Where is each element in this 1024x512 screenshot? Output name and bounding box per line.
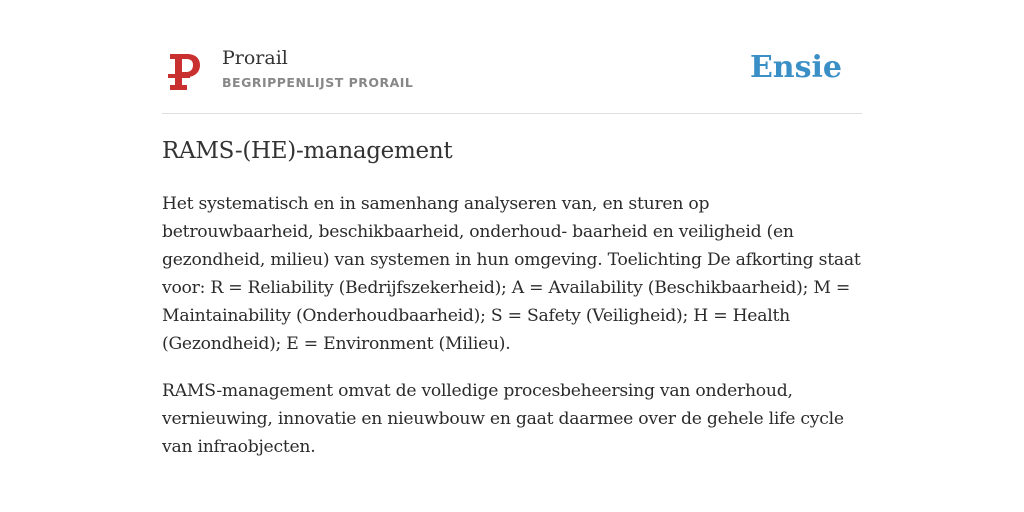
article-body <box>162 190 862 480</box>
brand-subtitle[interactable]: BEGRIPPENLIJST PRORAIL <box>222 75 414 90</box>
brand-name[interactable]: Prorail <box>222 47 288 69</box>
page-header <box>162 44 862 114</box>
prorail-p-logo-icon <box>168 52 202 92</box>
content-card <box>162 0 862 512</box>
paragraph: Het systematisch en in samenhang analyseren van, en sturen op betrouwbaarheid, beschikbaarheid, onderhoud- baarheid en veiligheid (en gezondheid, milieu) van systemen in hun omgeving. Toelichting De afkorting staat voor: R = Reliability (Bedrijfszekerheid); A = Availability (Beschikbaarheid); M = Maintainability (Onderhoudbaarheid); S = Safety (Veiligheid); H = Health (Gezondheid); E = Environment (Milieu). <box>162 194 861 354</box>
page-title: RAMS-(HE)-management <box>162 138 453 164</box>
ensie-logo[interactable]: Ensie <box>749 50 842 85</box>
paragraph: RAMS-management omvat de volledige procesbeheersing van onderhoud, vernieuwing, innovatie en nieuwbouw en gaat daarmee over de gehele life cycle van infraobjecten. <box>162 381 844 457</box>
